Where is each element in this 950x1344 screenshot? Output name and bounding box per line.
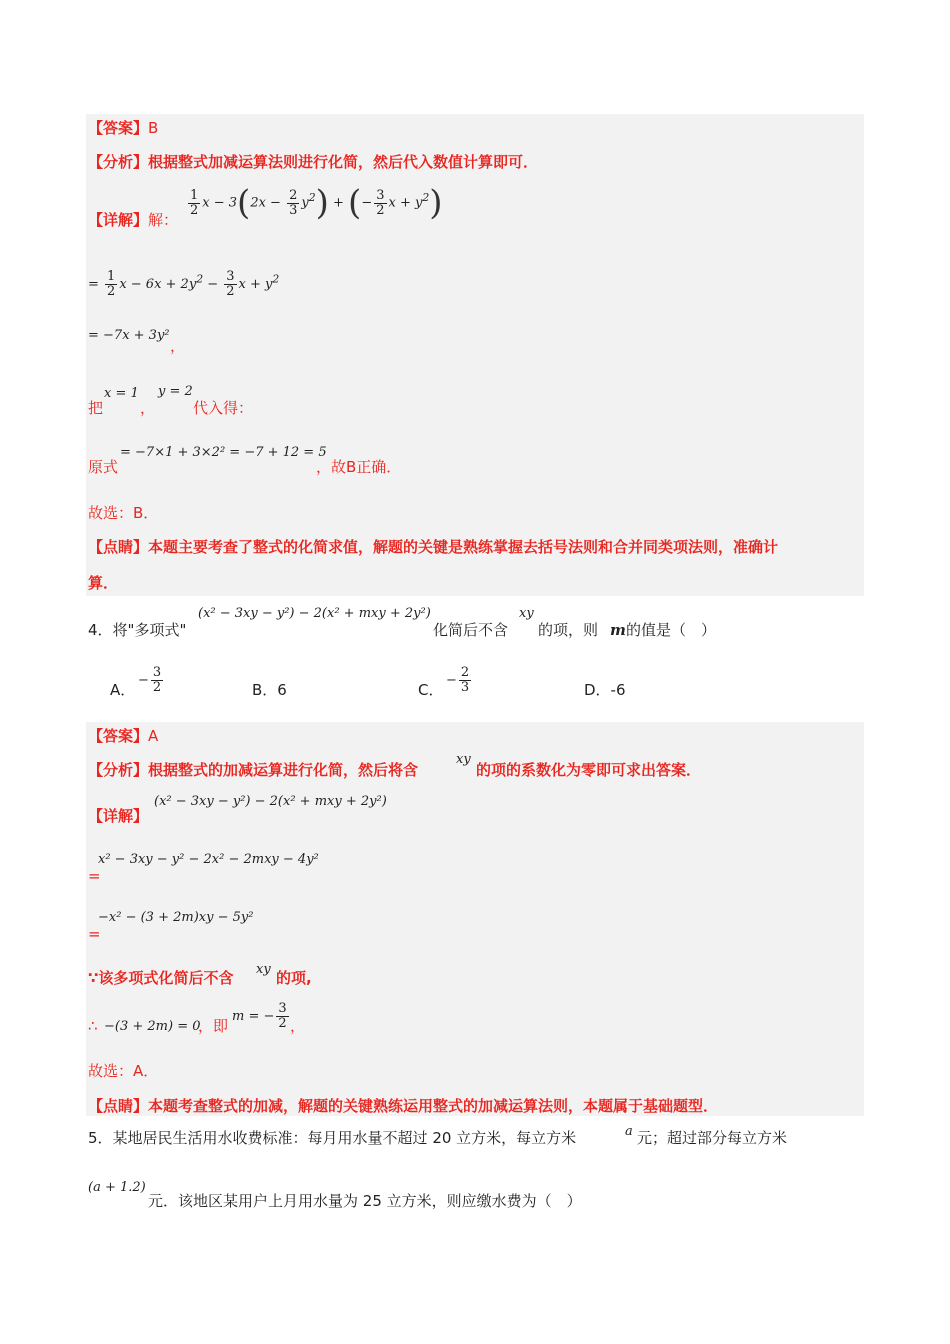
q3-step2: = −7x + 3y² xyxy=(88,328,170,343)
q4-point-line: 【点睛】本题考查整式的加减，解题的关键熟练运用整式的加减运算法则，本题属于基础题型． xyxy=(88,1097,719,1115)
q4-because-xy: xy xyxy=(256,962,271,977)
analysis-tag: 【分析】 xyxy=(88,153,149,171)
q3-substitute-prefix: 把 xyxy=(88,399,104,417)
q4-choose: 故选：A． xyxy=(88,1062,159,1080)
point-text-1: 本题主要考查了整式的化简求值，解题的关键是熟练掌握去括号法则和合并同类项法则，准确计 xyxy=(148,538,779,556)
q4-stem-xy: xy xyxy=(519,606,534,621)
q3-sub-sep: ， xyxy=(140,399,156,417)
q4-stem-m: m xyxy=(610,621,626,639)
q3-step2-suffix: ， xyxy=(170,337,186,355)
q3-analysis-line xyxy=(88,152,538,172)
q4-stem-suffix: 的值是（ ） xyxy=(626,621,717,639)
q4-stem-mid: 化简后不含 xyxy=(433,621,509,639)
q4-eq1-sign: = xyxy=(88,867,101,885)
q3-detail-line xyxy=(88,210,178,230)
q4-stem-prefix: 4．将"多项式" xyxy=(88,621,187,639)
q4-m-value: m = − $\frac{3}{2}$ xyxy=(232,1001,287,1031)
q5-line2-expr: (a + 1.2) xyxy=(88,1180,146,1195)
point-tag: 【点睛】 xyxy=(88,538,149,556)
q4-option-a[interactable]: A． xyxy=(110,681,136,699)
q4-because-a: ∵该多项式化简后不含 xyxy=(88,969,234,987)
q4-therefore: ∴ xyxy=(88,1017,98,1035)
q3-original-expr: = −7×1 + 3×2² = −7 + 12 = 5 xyxy=(120,445,327,460)
q3-point-line1 xyxy=(88,537,778,557)
answer-tag: 【答案】 xyxy=(88,119,149,137)
q4-detail-expr: (x² − 3xy − y²) − 2(x² + mxy + 2y²) xyxy=(154,794,387,809)
q4-therefore-expr: −(3 + 2m) = 0 xyxy=(104,1019,201,1034)
q4-answer-line: 【答案】A xyxy=(88,727,159,745)
q5-line1-a: 5．某地居民生活用水收费标准：每月用水量不超过 20 立方米，每立方米 xyxy=(88,1129,577,1147)
q3-point-line2: 算． xyxy=(88,574,119,592)
analysis-text: 根据整式加减运算法则进行化简，然后代入数值计算即可． xyxy=(148,153,539,171)
q5-line1-b: 元；超过部分每立方米 xyxy=(637,1129,788,1147)
q3-answer-line xyxy=(88,118,158,138)
detail-prefix: 解： xyxy=(148,211,179,229)
answer-value: B xyxy=(148,119,159,137)
q4-stem-expression: (x² − 3xy − y²) − 2(x² + mxy + 2y²) xyxy=(198,606,431,621)
q4-option-d[interactable]: D．-6 xyxy=(584,681,626,699)
q4-therefore-mid: ，即 xyxy=(198,1017,229,1035)
q4-because-b: 的项, xyxy=(276,969,312,987)
q5-line1-var: a xyxy=(625,1124,633,1139)
q4-option-c-value: − $\frac{2}{3}$ xyxy=(446,665,470,695)
q4-analysis-line: 【分析】根据整式的加减运算进行化简，然后将含 xyxy=(88,761,419,779)
q4-eq2-sign: = xyxy=(88,925,101,943)
q4-eq1: x² − 3xy − y² − 2x² − 2mxy − 4y² xyxy=(98,852,319,867)
detail-tag: 【详解】 xyxy=(88,211,149,229)
q4-analysis-b: 的项的系数化为零即可求出答案． xyxy=(476,761,702,779)
q3-main-expression: $\frac{1}{2}$ x − 3(2x − $\frac{2}{3}$ $y^2$) + (− $\frac{3}{2}$ $x + y^2$) xyxy=(190,183,443,223)
q4-option-c[interactable]: C． xyxy=(418,681,444,699)
q3-sub-y: y = 2 xyxy=(158,384,193,399)
q3-sub-x: x = 1 xyxy=(104,386,139,401)
q4-stem-mid2: 的项，则 xyxy=(538,621,599,639)
q4-therefore-end: ， xyxy=(290,1017,306,1035)
q4-option-b[interactable]: B．6 xyxy=(252,681,287,699)
q4-eq2: −x² − (3 + 2m)xy − 5y² xyxy=(98,910,254,925)
q3-choose: 故选：B． xyxy=(88,504,159,522)
q3-step1: = $\frac{1}{2}$ $x - 6x + 2y^2$ − $\frac{3}{2}$ $x + y^2$ xyxy=(88,269,280,299)
q4-option-a-value: − $\frac{3}{2}$ xyxy=(138,665,162,695)
q3-sub-suffix: 代入得： xyxy=(193,399,254,417)
q5-line2-b: 元．该地区某用户上月用水量为 25 立方米，则应缴水费为（ ） xyxy=(148,1192,582,1210)
q3-original-prefix: 原式 xyxy=(88,458,119,476)
q4-detail-line: 【详解】 xyxy=(88,807,149,825)
q4-analysis-xy: xy xyxy=(456,752,471,767)
q3-original-suffix: ，故B正确． xyxy=(316,458,402,476)
